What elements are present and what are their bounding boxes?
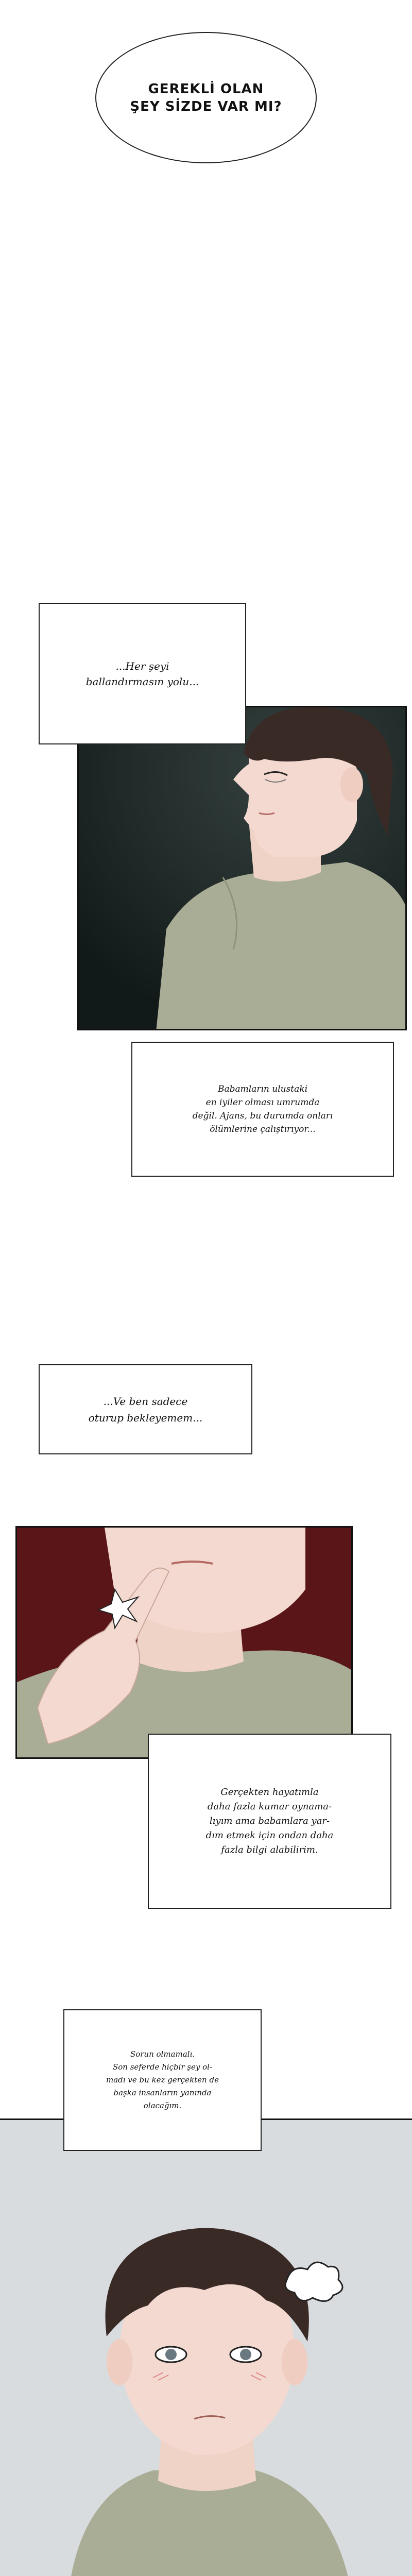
panel-portrait [0,2119,412,2576]
caption-4-text: Gerçekten hayatımla daha fazla kumar oynama- lıyım ama babamlara yar- dım etmek için ondan daha fazla bilgi alabilirim. [205,1787,334,1855]
caption-3 [39,1364,252,1454]
caption-2-text: Babamların ulustaki en iyiler olması umrumda değil. Ajans, bu durumda onları ölümlerine çalıştırıyor... [192,1084,333,1134]
finger-lip-illustration [17,1528,353,1759]
caption-3-text: ...Ve ben sadece oturup bekleyemem... [88,1395,203,1424]
speech-bubble-text: GEREKLİ OLAN ŞEY SİZDE VAR MI? [130,81,282,114]
profile-illustration [79,707,407,1030]
panel-finger-lip [15,1526,353,1759]
caption-5 [63,2009,262,2151]
caption-1-text: ...Her şeyi ballandırmasın yolu... [85,659,199,688]
caption-2 [131,1042,394,1177]
panel-profile [77,706,407,1030]
caption-5-text: Sorun olmamalı. Son seferde hiçbir şey ol- madı ve bu kez gerçekten de başka insanların yanında olacağım. [106,2049,219,2110]
portrait-illustration [0,2120,412,2576]
caption-1 [39,603,246,744]
caption-4 [148,1734,391,1909]
speech-bubble [95,32,317,163]
